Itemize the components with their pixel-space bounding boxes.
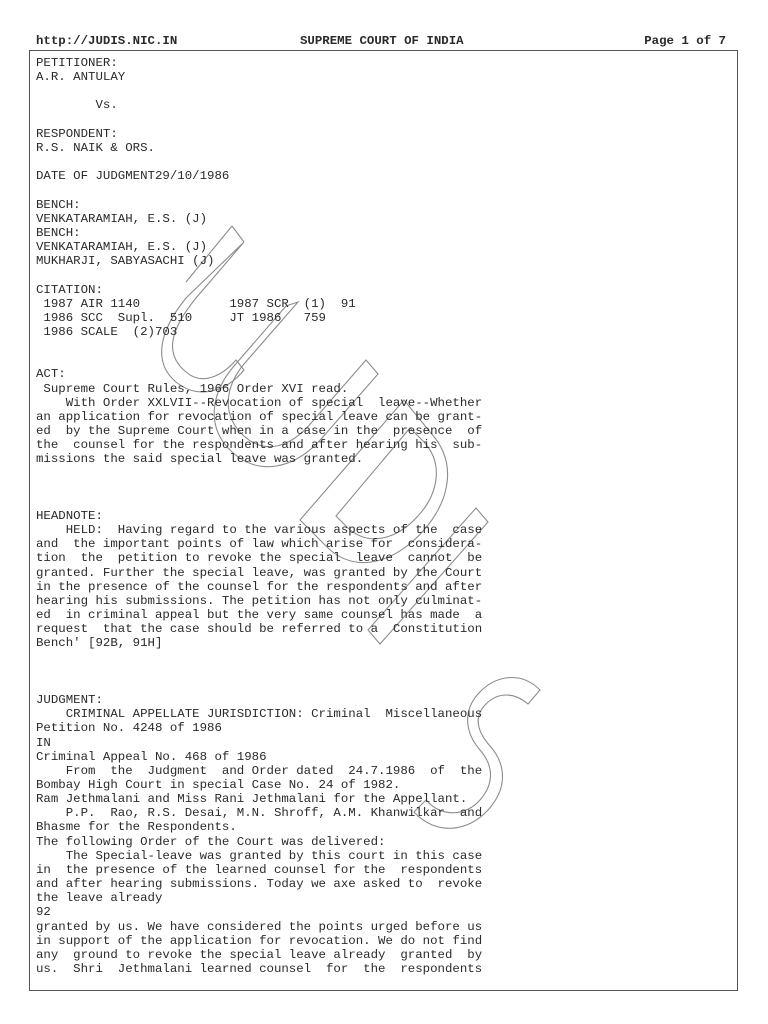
text-line: 1987 AIR 1140 1987 SCR (1) 91 <box>36 296 356 311</box>
text-line: BENCH: <box>36 225 81 240</box>
text-line <box>36 481 506 495</box>
text-line: ed in criminal appeal but the very same counsel has made a <box>36 608 483 623</box>
text-line: in the presence of the learned counsel for the respondents <box>36 862 483 877</box>
text-line <box>36 665 506 679</box>
text-line: Bombay High Court in special Case No. 24 of 1982. <box>36 777 401 792</box>
text-line: 92 <box>36 905 51 920</box>
text-line <box>36 495 506 509</box>
text-line: any ground to revoke the special leave already granted by <box>36 947 483 962</box>
text-line: in the presence of the counsel for the respondents and after <box>36 579 483 594</box>
text-line: and the important points of law which arise for considera- <box>36 537 483 552</box>
text-line <box>36 467 506 481</box>
text-line: The following Order of the Court was delivered: <box>36 834 386 849</box>
text-line: HELD: Having regard to the various aspects of the case <box>36 523 483 538</box>
text-line: 1986 SCALE (2)703 <box>36 324 178 339</box>
text-line: us. Shri Jethmalani learned counsel for the respondents <box>36 962 483 976</box>
text-line: Vs. <box>36 98 118 113</box>
text-line: JUDGMENT: <box>36 693 103 708</box>
site-url[interactable]: http://JUDIS.NIC.IN <box>36 34 178 48</box>
text-line <box>36 651 506 665</box>
text-line <box>36 679 506 693</box>
text-line: CRIMINAL APPELLATE JURISDICTION: Criminal Miscellaneous <box>36 707 483 722</box>
text-line <box>36 183 506 197</box>
text-line: ed by the Supreme Court when in a case in the presence of <box>36 424 483 439</box>
text-line: Ram Jethmalani and Miss Rani Jethmalani for the Appellant. <box>36 792 468 807</box>
text-line <box>36 268 506 282</box>
text-line: From the Judgment and Order dated 24.7.1986 of the <box>36 763 483 778</box>
text-line <box>36 353 506 367</box>
text-line: R.S. NAIK & ORS. <box>36 140 155 155</box>
text-line: hearing his submissions. The petition has not only culminat- <box>36 593 483 608</box>
text-line: P.P. Rao, R.S. Desai, M.N. Shroff, A.M. Khanwilkar and <box>36 806 483 821</box>
text-line: BENCH: <box>36 197 81 212</box>
text-line: ACT: <box>36 367 66 382</box>
text-line: Bhasme for the Respondents. <box>36 820 237 835</box>
text-line <box>36 113 506 127</box>
text-line: MUKHARJI, SABYASACHI (J) <box>36 254 215 269</box>
text-line: The Special-leave was granted by this court in this case <box>36 848 483 863</box>
text-line: VENKATARAMIAH, E.S. (J) <box>36 240 208 255</box>
text-line <box>36 155 506 169</box>
text-line: request that the case should be referred to a Constitution <box>36 622 483 637</box>
text-line: the leave already <box>36 891 163 906</box>
text-line: RESPONDENT: <box>36 126 118 141</box>
text-line: in support of the application for revocation. We do not find <box>36 933 483 948</box>
text-line: missions the said special leave was granted. <box>36 452 364 467</box>
text-line: Criminal Appeal No. 468 of 1986 <box>36 749 267 764</box>
document-body <box>36 56 506 976</box>
court-name: SUPREME COURT OF INDIA <box>300 34 464 48</box>
text-line: and after hearing submissions. Today we axe asked to revoke <box>36 877 483 892</box>
text-line: granted. Further the special leave, was granted by the Court <box>36 565 483 580</box>
page-indicator: Page 1 of 7 <box>644 34 726 48</box>
text-line: an application for revocation of special leave can be grant- <box>36 409 483 424</box>
text-line <box>36 84 506 98</box>
text-line: Petition No. 4248 of 1986 <box>36 721 222 736</box>
text-line: 1986 SCC Supl. 510 JT 1986 759 <box>36 310 326 325</box>
text-line: PETITIONER: <box>36 56 118 70</box>
page-header <box>36 34 726 50</box>
text-line: the counsel for the respondents and after hearing his sub- <box>36 438 483 453</box>
text-line: granted by us. We have considered the points urged before us <box>36 919 483 934</box>
text-line: IN <box>36 735 51 750</box>
text-line: Bench' [92B, 91H] <box>36 636 163 651</box>
text-line: HEADNOTE: <box>36 509 103 523</box>
text-line: DATE OF JUDGMENT29/10/1986 <box>36 169 230 184</box>
text-line: tion the petition to revoke the special leave cannot be <box>36 551 483 566</box>
text-line: A.R. ANTULAY <box>36 70 126 85</box>
text-line: Supreme Court Rules, 1966 Order XVI read. <box>36 381 349 396</box>
text-line: VENKATARAMIAH, E.S. (J) <box>36 211 208 226</box>
text-line <box>36 339 506 353</box>
text-line: With Order XXLVII--Revocation of special leave--Whether <box>36 395 483 410</box>
text-line: CITATION: <box>36 282 103 297</box>
